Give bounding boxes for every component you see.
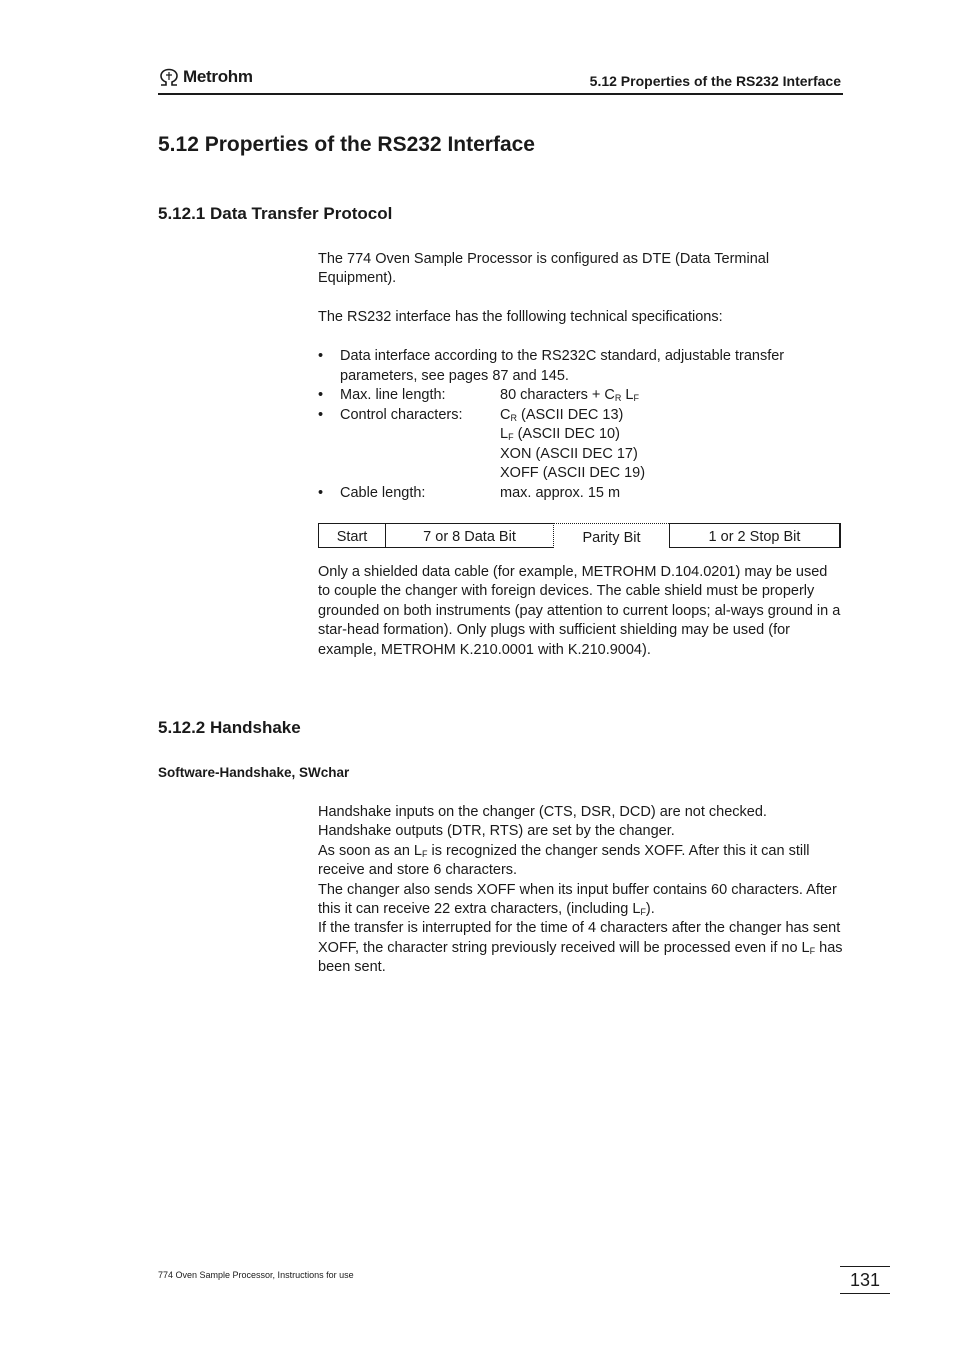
spec-value-line-length: 80 characters + $C_R$ $L_F$ [500,387,639,403]
spec-label-line-length: Max. line length: [340,387,446,403]
cable-paragraph [318,563,843,660]
frame-cell-start: Start [318,523,385,548]
omega-logo-icon [158,68,180,86]
metrohm-logo [158,67,253,87]
handshake-line: The changer also sends XOFF when its input buffer contains 60 characters. After this it can receive 22 extra characters, (including $L_F$). [318,881,837,918]
logo-text: Metrohm [183,67,253,86]
subsection-title-data-transfer: 5.12.1 Data Transfer Protocol [158,204,393,223]
spec-intro-paragraph: The RS232 interface has the folllowing technical specifications: [318,309,723,325]
list-item [318,484,843,504]
handshake-line: Handshake outputs (DTR, RTS) are set by the changer. [318,823,675,840]
bullet: • [318,484,324,501]
spec-intro [318,308,843,327]
header-rule [158,93,843,95]
bullet: • [318,348,324,364]
running-head: 5.12 Properties of the RS232 Interface [589,73,841,89]
page-number: 131 [840,1266,890,1294]
frame-cell-data-bits: 7 or 8 Data Bit [385,523,553,548]
list-item [318,347,843,386]
spec-value-cable-length: max. approx. 15 m [500,484,621,501]
spec-value-control-chars: $C_R$ (ASCII DEC 13) $L_F$ (ASCII DEC 10) XON (ASCII DEC 17) XOFF (ASCII DEC 19) [500,406,646,481]
footer-text: 774 Oven Sample Processor, Instructions for use [158,1270,354,1280]
spec-label-control-chars: Control characters: [340,406,463,423]
handshake-text [318,803,843,978]
handshake-line: If the transfer is interrupted for the time of 4 characters after the changer has sent XOFF, the character string previously received will be processed even if no $L_F$ has been sent. [318,920,843,976]
section-title: 5.12 Properties of the RS232 Interface [158,133,535,156]
subsection-title-handshake: 5.12.2 Handshake [158,718,301,737]
bullet: • [318,406,324,423]
list-item [318,406,843,484]
spec-label-cable-length: Cable length: [340,484,426,501]
spec-list [318,347,843,503]
bullet: • [318,387,324,403]
frame-cell-stop-bits: 1 or 2 Stop Bit [669,523,841,548]
intro-paragraph [318,250,843,289]
data-frame-diagram [318,523,841,548]
subheading-software-handshake: Software-Handshake, SWchar [158,765,350,780]
handshake-line: As soon as an $L_F$ is recognized the changer sends XOFF. After this it can still receive and store 6 characters. [318,842,810,879]
shielding-paragraph: Only a shielded data cable (for example, METROHM D.104.0201) may be used to couple the changer with foreign devices. The cable shield must be properly grounded on both instruments (pay attention to current loops; al-ways ground in a star-head formation). Only plugs with sufficient shielding may be used (for example, METROHM K.210.0001 with K.210.9004). [318,564,841,658]
spec-item-standard: Data interface according to the RS232C standard, adjustable transfer parameters, see pages 87 and 145. [340,348,785,384]
dte-paragraph: The 774 Oven Sample Processor is configured as DTE (Data Terminal Equipment). [318,251,770,287]
handshake-line: Handshake inputs on the changer (CTS, DSR, DCD) are not checked. [318,804,767,820]
frame-cell-parity: Parity Bit [553,523,669,548]
list-item [318,386,843,406]
